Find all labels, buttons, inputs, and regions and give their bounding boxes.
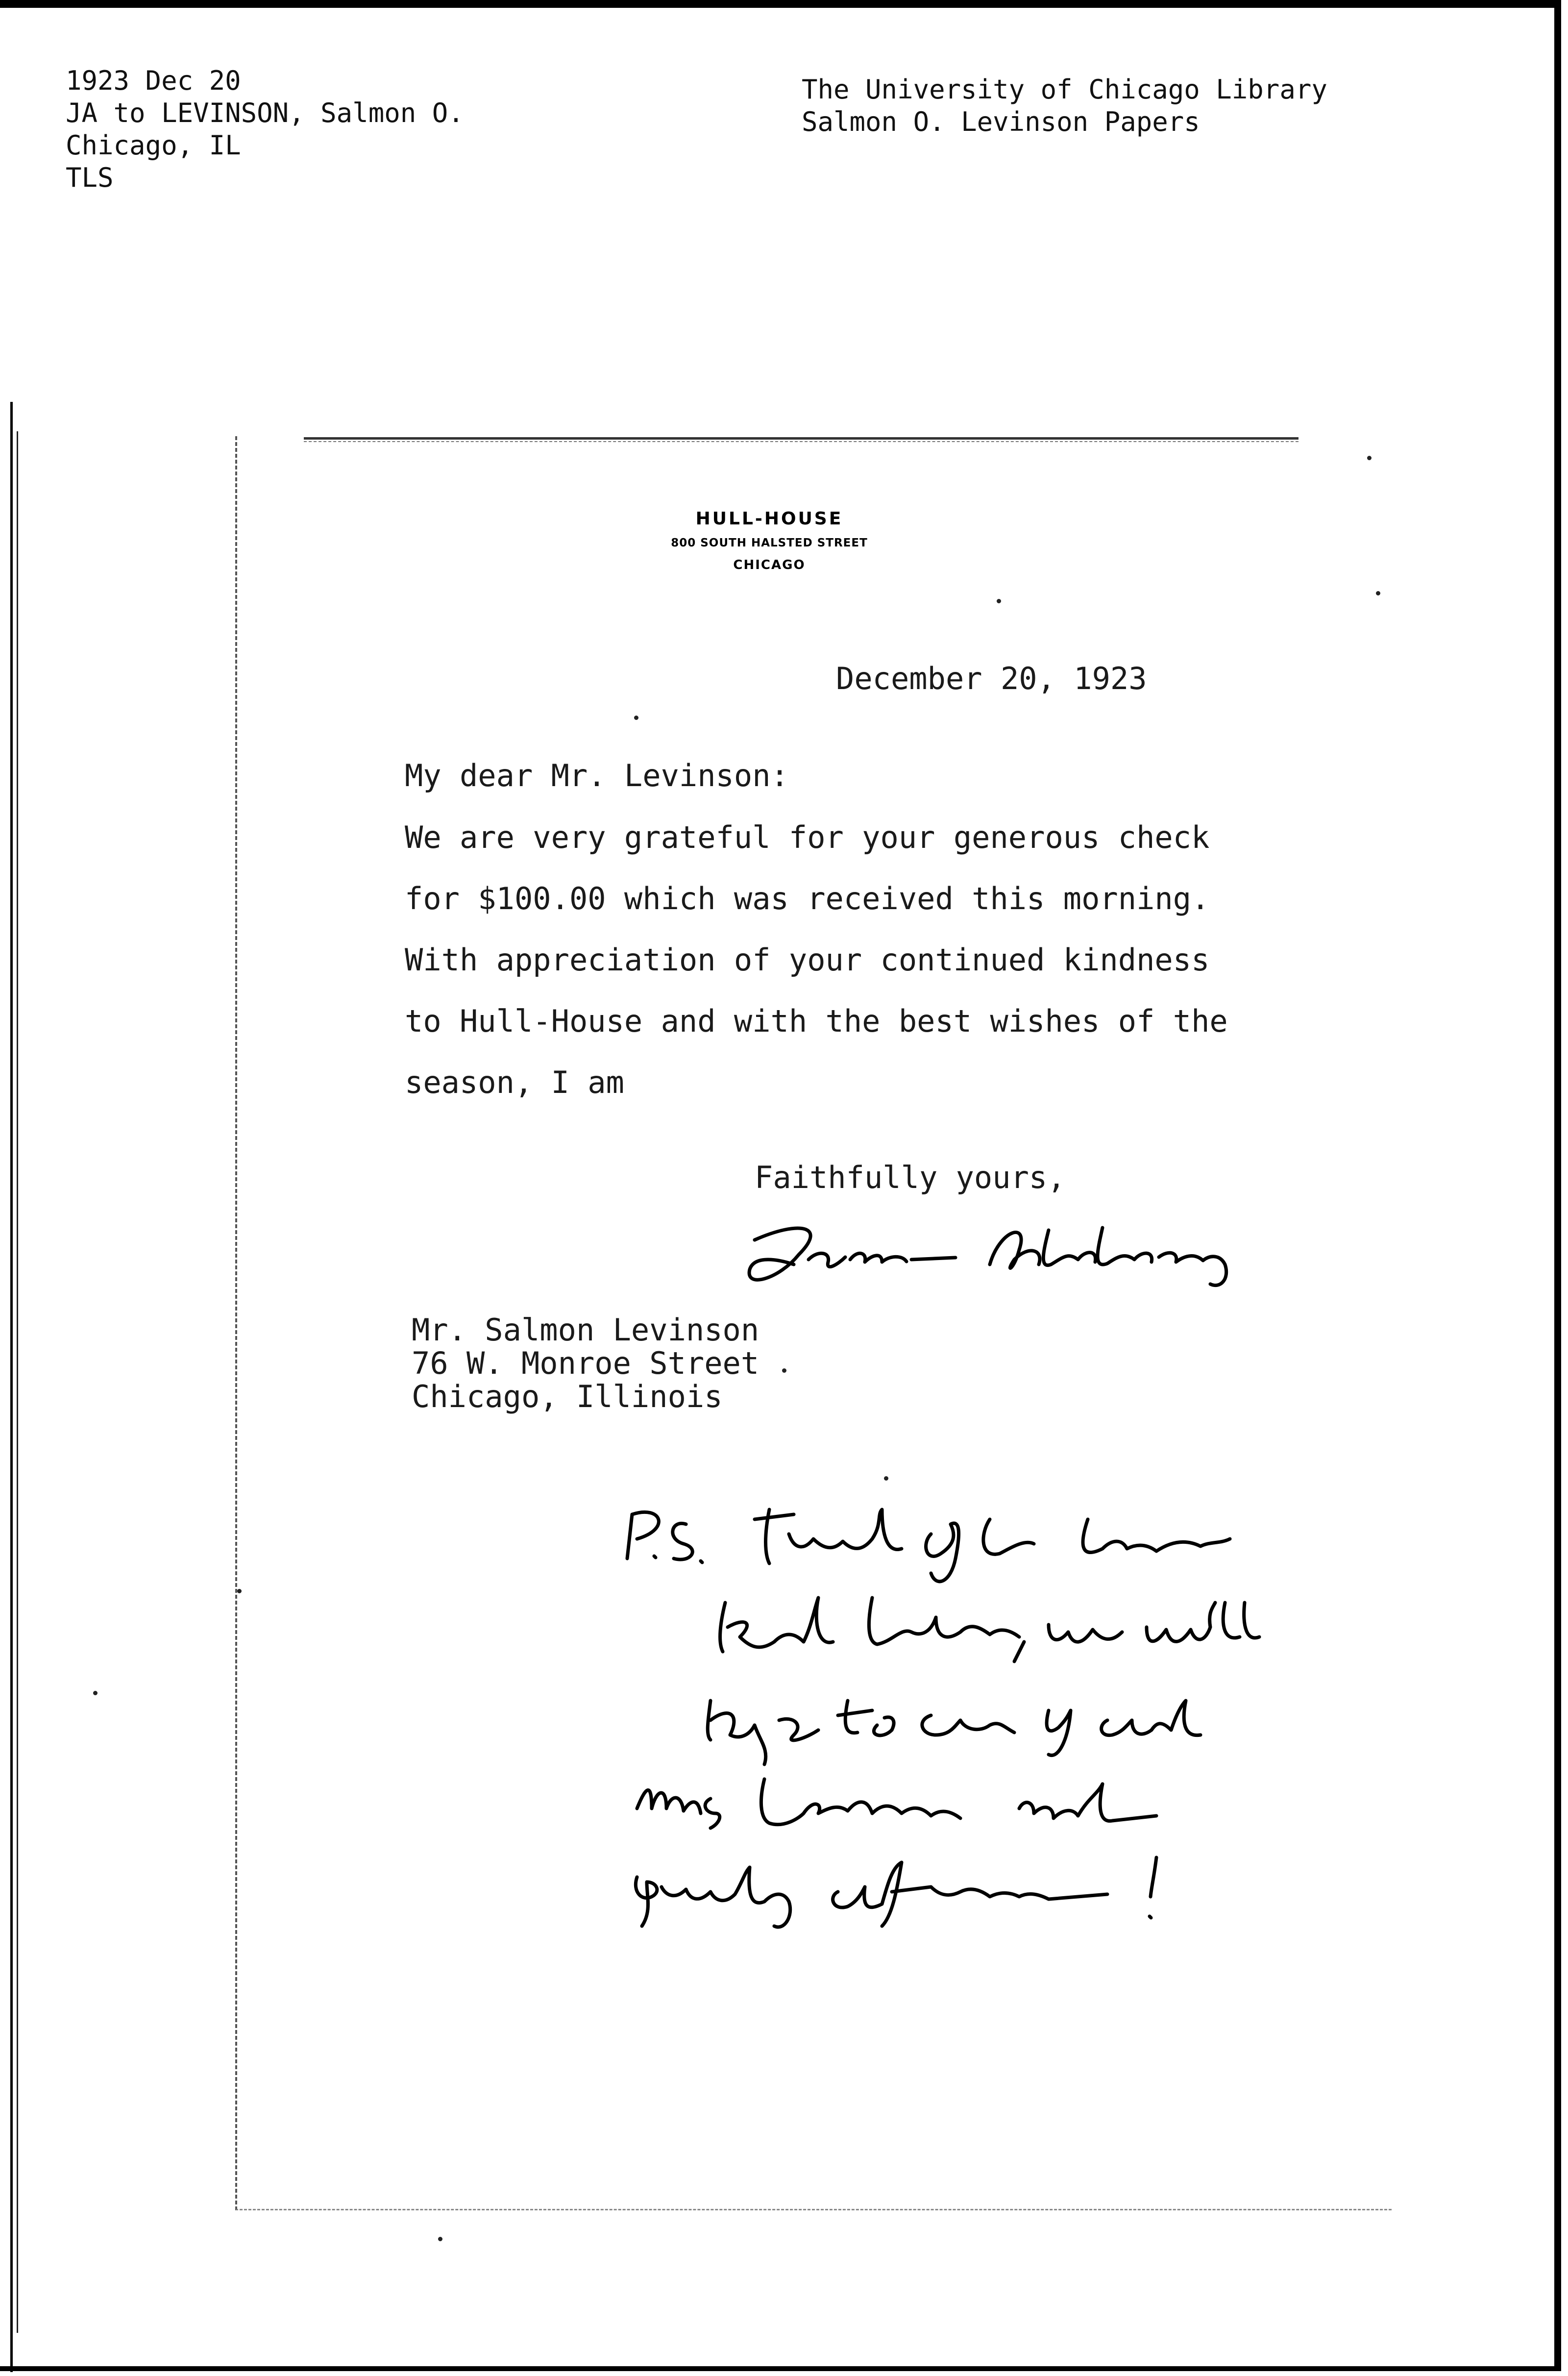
scan-speck: [93, 1691, 98, 1695]
handwritten-postscript: [617, 1505, 1274, 1931]
body-line: With appreciation of your continued kindness: [405, 942, 1210, 978]
archive-source: [802, 74, 1327, 138]
citation-type: TLS: [66, 162, 114, 193]
scan-speck: [1367, 456, 1372, 460]
scan-speck: [237, 1589, 242, 1593]
letter-sheet: [235, 436, 1392, 2210]
source-collection: Salmon O. Levinson Papers: [802, 106, 1200, 137]
letterhead-city: CHICAGO: [733, 558, 806, 572]
letter-closing: Faithfully yours,: [755, 1160, 1066, 1195]
recipient-street: 76 W. Monroe Street: [412, 1345, 760, 1381]
letter-top-edge: [304, 437, 1298, 442]
archive-citation: [66, 65, 464, 194]
scan-speck: [438, 2237, 442, 2241]
scan-speck: [634, 716, 638, 720]
body-line: for $100.00 which was received this morning.: [405, 881, 1210, 916]
handwritten-signature: [725, 1211, 1274, 1299]
scan-speck: [1376, 591, 1380, 595]
letterhead-organization: HULL-HOUSE: [695, 509, 843, 529]
body-line: to Hull-House and with the best wishes of the: [405, 1003, 1228, 1039]
letterhead: [588, 505, 951, 577]
body-line: season, I am: [405, 1064, 624, 1100]
scan-speck: [997, 599, 1001, 603]
letter-date: December 20, 1923: [836, 661, 1147, 696]
letterhead-street: 800 SOUTH HALSTED STREET: [671, 537, 868, 549]
scan-edge-shadow: [0, 402, 13, 2372]
scan-speck: [884, 1476, 888, 1481]
recipient-name: Mr. Salmon Levinson: [412, 1312, 760, 1348]
recipient-address: [412, 1313, 759, 1413]
recipient-city: Chicago, Illinois: [412, 1379, 723, 1414]
letter-body: [405, 807, 1228, 1113]
citation-date: 1923 Dec 20: [66, 65, 241, 96]
citation-correspondents: JA to LEVINSON, Salmon O.: [66, 98, 464, 128]
body-line: We are very grateful for your generous check: [405, 819, 1210, 855]
citation-place: Chicago, IL: [66, 130, 241, 161]
letter-salutation: My dear Mr. Levinson:: [405, 758, 789, 793]
scan-speck: [782, 1368, 786, 1373]
source-library: The University of Chicago Library: [802, 74, 1327, 105]
